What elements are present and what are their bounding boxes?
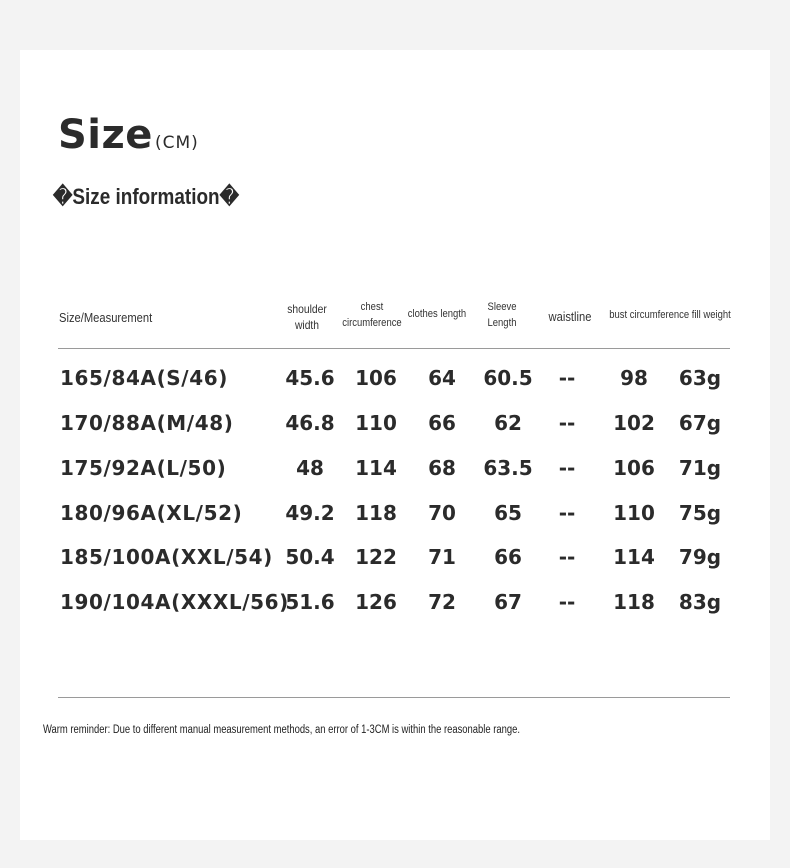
cell-bust: 106 [613,456,655,480]
cell-size: 165/84A(S/46) [60,366,228,390]
cell-shoulder: 51.6 [285,590,335,614]
cell-chest: 110 [355,411,397,435]
cell-bust: 114 [613,545,655,569]
table-row [0,501,790,531]
title-unit: (CM) [154,133,199,153]
cell-fill: 63g [678,366,722,390]
cell-waist: -- [558,545,576,569]
header-waistline: waistline [548,309,592,324]
header-chest: chest circumference [342,301,402,329]
warm-reminder: Warm reminder: Due to different manual measurement methods, an error of 1-3CM is within the reasonable range. [43,724,520,736]
table-row [0,545,790,575]
cell-fill: 75g [678,501,722,525]
cell-length: 68 [428,456,456,480]
cell-size: 190/104A(XXXL/56) [60,590,289,614]
header-shoulder-width: shoulder width [287,302,327,332]
cell-shoulder: 50.4 [285,545,335,569]
cell-waist: -- [558,456,576,480]
table-row [0,456,790,486]
cell-size: 180/96A(XL/52) [60,501,243,525]
cell-length: 72 [428,590,456,614]
header-size: Size/Measurement [59,310,153,325]
cell-chest: 118 [355,501,397,525]
cell-waist: -- [558,411,576,435]
cell-shoulder: 46.8 [285,411,335,435]
cell-sleeve: 63.5 [483,456,533,480]
cell-length: 66 [428,411,456,435]
cell-sleeve: 60.5 [483,366,533,390]
cell-sleeve: 67 [494,590,522,614]
cell-sleeve: 66 [494,545,522,569]
cell-length: 64 [428,366,456,390]
header-bust-fill: bust circumference fill weight [609,309,731,321]
cell-bust: 102 [613,411,655,435]
cell-length: 71 [428,545,456,569]
cell-shoulder: 48 [296,456,324,480]
cell-sleeve: 65 [494,501,522,525]
cell-chest: 114 [355,456,397,480]
cell-bust: 110 [613,501,655,525]
cell-bust: 98 [620,366,648,390]
cell-waist: -- [558,501,576,525]
cell-fill: 71g [678,456,722,480]
cell-length: 70 [428,501,456,525]
cell-fill: 83g [678,590,722,614]
cell-size: 175/92A(L/50) [60,456,227,480]
table-row [0,411,790,441]
page-title [58,112,199,158]
cell-waist: -- [558,366,576,390]
title-text: Size [58,112,153,158]
cell-size: 170/88A(M/48) [60,411,234,435]
cell-shoulder: 49.2 [285,501,335,525]
cell-size: 185/100A(XXL/54) [60,545,273,569]
cell-fill: 79g [678,545,722,569]
section-subtitle: �Size information� [53,184,239,209]
header-clothes-length: clothes length [407,308,467,320]
cell-chest: 122 [355,545,397,569]
header-divider [58,348,730,349]
cell-chest: 106 [355,366,397,390]
table-row [0,590,790,620]
size-card [20,50,770,840]
footer-divider [58,697,730,698]
cell-fill: 67g [678,411,722,435]
cell-shoulder: 45.6 [285,366,335,390]
table-row [0,366,790,396]
cell-chest: 126 [355,590,397,614]
cell-waist: -- [558,590,576,614]
cell-bust: 118 [613,590,655,614]
cell-sleeve: 62 [494,411,522,435]
header-sleeve: Sleeve Length [487,301,517,329]
